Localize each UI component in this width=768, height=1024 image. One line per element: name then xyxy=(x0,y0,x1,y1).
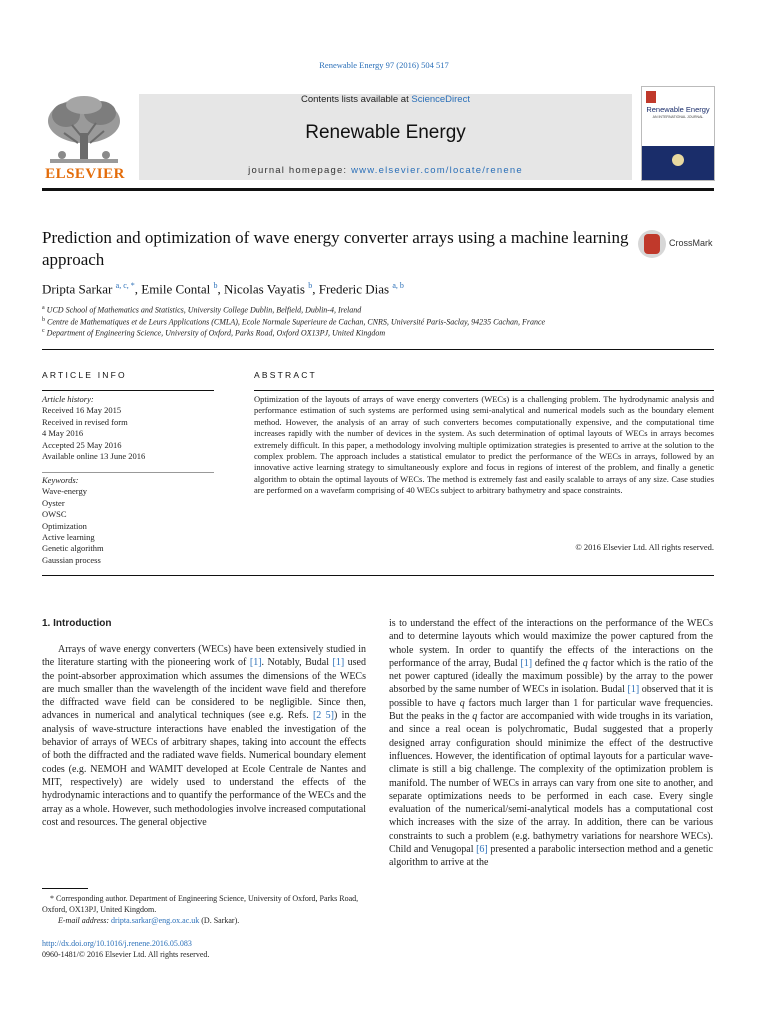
body-text: factor which is the ratio of the net power captured (ideally the maximum possible) by the array to the power absorbed by the same number of WECs in isolation. Budal xyxy=(389,657,714,696)
keyword: Genetic algorithm xyxy=(42,543,104,554)
cover-subtitle: AN INTERNATIONAL JOURNAL xyxy=(652,115,704,119)
body-text: ) in the analysis of wave-structure interactions have enabled the investigation of the behavior of arrays of WECs of arbitrary shapes, taking into account the effects of both the diffracted and the radiated wave fields. Numerical boundary element codes (e.g. NEMOH and WAMIT developed at Ecole Centrale de Nantes and MIT, respectively) are widely used to understand the effects of the hydrodynamic interactions and to quantify the performance of the WECs and the array as a whole. However, such methodologies involve increased computational cost and resources. The general objective xyxy=(42,710,367,828)
math-symbol: q xyxy=(582,657,588,669)
author-affil-mark[interactable]: b xyxy=(213,281,218,290)
footnote xyxy=(42,893,368,926)
reference-link[interactable]: [1] xyxy=(520,657,533,669)
article-title: Prediction and optimization of wave energy converter arrays using a machine learning approach xyxy=(42,228,629,269)
homepage-label: journal homepage: xyxy=(248,165,352,176)
keyword: Gaussian process xyxy=(42,554,101,565)
footnote-rule xyxy=(42,888,88,889)
header-rule xyxy=(42,188,714,191)
history-item: 4 May 2016 xyxy=(42,428,84,439)
author-name[interactable]: Frederic Dias xyxy=(318,281,390,297)
keywords-rule xyxy=(42,472,214,473)
keywords-label: Keywords: xyxy=(42,475,79,485)
reference-link[interactable]: [6] xyxy=(476,844,488,856)
cover-logo xyxy=(646,91,656,103)
body-text: . Notably, Budal xyxy=(261,657,333,669)
reference-link[interactable]: [1] xyxy=(249,657,262,669)
body-text: factor are accompanied with wide troughs in its variation, and since a real ocean is polychromatic, Budal suggested that a properly designed array configuration should minimize the effect of the destructive influences. However, the identification of optimal layouts for a particular wave-climate is still a big challenge. The complexity of the optimization problem is manifold. The number of WECs in arrays can vary from one site to another, and separate optimizations needs to be performed in each case. Every single evaluation of the numerical/semi-analytical models has a computational cost which increases with the size of the array. In addition, there can be various constraints to such a problem (e.g. bathymetry variations for nearshore WECs). Child and Venugopal xyxy=(389,711,713,856)
author-affil-mark[interactable]: a, b xyxy=(392,281,404,290)
email-line: E-mail address: dripta.sarkar@eng.ox.ac.uk (D. Sarkar). xyxy=(58,916,240,925)
author-affil-mark[interactable]: a, c, * xyxy=(115,281,135,290)
front-matter-rule xyxy=(42,575,714,576)
affiliation: $^b$ Centre de Mathematiques et de Leurs Applications (CMLA), Ecole Normale Superieure de Cachan, CNRS, Université Paris-Saclay, 94235 Cachan, France xyxy=(42,317,546,327)
crossmark-button[interactable] xyxy=(638,230,716,260)
abstract-heading: ABSTRACT xyxy=(254,370,317,380)
body-text: used the point-absorber approximation which assumes the dimensions of the WECs are much smaller than the wavelength of the incident wave field and therefore the diffracted wave field can be considered to be negligible. Since then, advances in numerical and analytical techniques (see e.g. Refs. xyxy=(42,657,366,722)
reference-link[interactable]: [2 5] xyxy=(312,710,334,722)
affiliation: $^a$ UCD School of Mathematics and Statistics, University College Dublin, Belfield, Dublin-4, Ireland xyxy=(42,305,362,315)
intro-right-column xyxy=(389,617,713,870)
article-history xyxy=(42,394,242,462)
math-symbol: q xyxy=(459,697,465,709)
homepage-link[interactable]: www.elsevier.com/locate/renene xyxy=(351,165,523,176)
journal-citation[interactable]: Renewable Energy 97 (2016) 504 517 xyxy=(319,60,449,70)
body-text: Arrays of wave energy converters (WECs) have been extensively studied in the literature starting with the pioneering work of xyxy=(42,644,366,669)
issn-line: 0960-1481/© 2016 Elsevier Ltd. All rights reserved. xyxy=(42,950,210,959)
sciencedirect-link[interactable]: ScienceDirect xyxy=(411,94,470,105)
crossmark-icon xyxy=(638,230,666,258)
math-symbol: q xyxy=(472,711,478,723)
journal-homepage xyxy=(139,165,632,176)
body-text: presented a parabolic intersection method and a genetic algorithm to arrive at the xyxy=(389,844,713,869)
email-link[interactable]: dripta.sarkar@eng.ox.ac.uk xyxy=(111,916,200,925)
corresponding-author-note: * Corresponding author. Department of Engineering Science, University of Oxford, Parks Road, Oxford, OX13PJ, United Kingdom. xyxy=(42,894,359,914)
history-item: Received 16 May 2015 xyxy=(42,405,122,416)
abstract-copyright: © 2016 Elsevier Ltd. All rights reserved. xyxy=(575,542,714,552)
elsevier-wordmark: ELSEVIER xyxy=(45,166,125,182)
cover-band xyxy=(642,146,714,180)
article-info-heading: ARTICLE INFO xyxy=(42,370,127,380)
history-item: Accepted 25 May 2016 xyxy=(42,439,122,450)
section-rule xyxy=(42,349,714,350)
cover-emblem xyxy=(672,154,684,166)
cover-title: Renewable Energy xyxy=(646,105,710,114)
body-text: observed that it is possible to have xyxy=(389,684,713,709)
history-label: Article history: xyxy=(42,394,94,404)
body-text: is to understand the effect of the interactions on the performance of the WECs and to determine layouts which would maximize the power captured from the whole system. In order to quantify the effects of the interactions on the performance of the array, Budal xyxy=(389,618,713,669)
reference-link[interactable]: [1] xyxy=(627,684,640,696)
affiliation: $^c$ Department of Engineering Science, University of Oxford, Parks Road, Oxford OX13PJ, United Kingdom xyxy=(42,328,386,338)
crossmark-label: CrossMark xyxy=(669,238,713,248)
abstract-rule xyxy=(254,390,714,391)
doi-link[interactable]: http://dx.doi.org/10.1016/j.renene.2016.05.083 xyxy=(42,939,192,948)
body-text: factors much larger than 1 for particular wave frequencies. But the peaks in the xyxy=(389,697,713,723)
reference-link[interactable]: [1] xyxy=(332,657,345,669)
contents-line xyxy=(139,94,632,105)
article-info-rule xyxy=(42,390,214,391)
doi-block xyxy=(42,938,209,960)
history-item: Received in revised form xyxy=(42,416,128,427)
keyword: OWSC xyxy=(42,509,67,520)
author-affil-mark[interactable]: b xyxy=(308,281,313,290)
journal-title: Renewable Energy xyxy=(305,122,466,143)
journal-cover-image[interactable] xyxy=(641,86,715,181)
intro-left-column xyxy=(42,643,366,829)
keyword: Wave-energy xyxy=(42,486,87,497)
author-name[interactable]: Emile Contal xyxy=(141,281,211,297)
keyword: Oyster xyxy=(42,497,65,508)
contents-prefix: Contents lists available at xyxy=(301,94,412,105)
body-text: defined the xyxy=(532,657,583,669)
keywords xyxy=(42,475,242,566)
keyword: Active learning xyxy=(42,532,95,543)
author-list: Dripta Sarkar $^{a, c, *}$, Emile Contal $^b$, Nicolas Vayatis $^b$, Frederic Dias $^{a, b}$ xyxy=(42,281,404,297)
author-name[interactable]: Nicolas Vayatis xyxy=(223,281,305,297)
keyword: Optimization xyxy=(42,520,87,531)
abstract-text: Optimization of the layouts of arrays of wave energy converters (WECs) is a challenging problem. The hydrodynamic analysis and performance estimation of such systems are performed using semi-analytical and numerical models such as the boundary element method. However, the analysis of an array of such converters becomes computationally expensive, and the computational time increases rapidly with the number of devices in the system. As such determination of optimal layouts of WECs in arrays becomes extremely difficult. In this paper, a methodology involving multiple optimization strategies is presented to arrive at the solution to the complex problem. The approach includes a statistical emulator to predict the performance of the WECs in arrays, followed by an innovative active learning strategy to simultaneously explore and focus in regions of interest of the problem, and finally a genetic algorithm to obtain the optimal layouts of WECs. The method is extremely fast and easily scalable to arrays of any size. Case studies are performed on a wavefarm comprising of 40 WECs subject to arbitrary bathymetry and space constraints. xyxy=(254,394,714,496)
author-name[interactable]: Dripta Sarkar xyxy=(42,281,113,297)
history-item: Available online 13 June 2016 xyxy=(42,451,146,462)
section-heading-introduction: 1. Introduction xyxy=(42,618,112,629)
